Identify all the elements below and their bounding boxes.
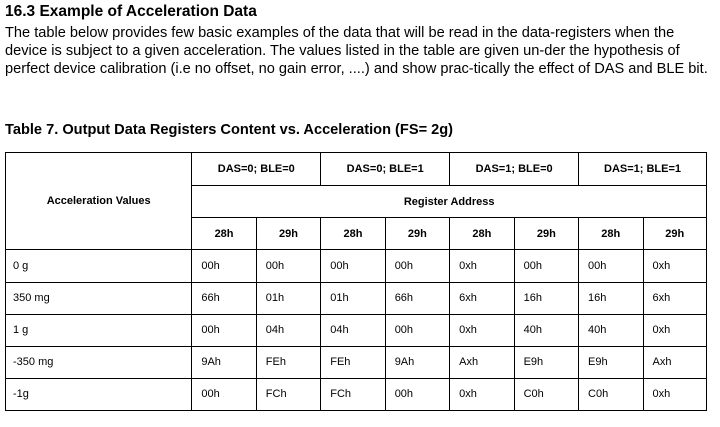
register-value-cell: 16h (579, 282, 643, 314)
register-value-cell: 00h (385, 314, 449, 346)
register-value-cell: 66h (385, 282, 449, 314)
register-value-cell: 00h (192, 314, 256, 346)
address-header: 28h (450, 218, 514, 250)
register-value-cell: 04h (321, 314, 385, 346)
register-value-cell: FCh (256, 378, 320, 410)
address-header: 28h (192, 218, 256, 250)
register-value-cell: 0xh (450, 314, 514, 346)
acceleration-value-cell: -1g (6, 378, 192, 410)
register-value-cell: 0xh (450, 378, 514, 410)
register-value-cell: FEh (321, 346, 385, 378)
register-value-cell: 00h (579, 250, 643, 282)
group-header-row (6, 153, 707, 186)
register-value-cell: 40h (514, 314, 578, 346)
register-value-cell: E9h (579, 346, 643, 378)
register-value-cell: 0xh (450, 250, 514, 282)
section-paragraph: The table below provides few basic examples of the data that will be read in the data-registers when the device is subject to a given acceleration. The values listed in the table are given un-der the hypothesis of perfect device calibration (i.e no offset, no gain error, ....) and show prac-tically the effect of DAS and BLE bit. (5, 25, 708, 78)
acceleration-value-cell: 350 mg (6, 282, 192, 314)
acceleration-value-cell: 1 g (6, 314, 192, 346)
register-value-cell: 0xh (643, 250, 707, 282)
register-address-header: Register Address (192, 186, 707, 218)
address-header: 29h (385, 218, 449, 250)
acceleration-value-cell: -350 mg (6, 346, 192, 378)
address-header: 29h (514, 218, 578, 250)
register-value-cell: 00h (385, 378, 449, 410)
register-value-cell: 40h (579, 314, 643, 346)
register-value-cell: 9Ah (385, 346, 449, 378)
register-value-cell: Axh (450, 346, 514, 378)
register-value-cell: 0xh (643, 314, 707, 346)
register-value-cell: 00h (192, 250, 256, 282)
table-caption: Table 7. Output Data Registers Content vs. Acceleration (FS= 2g) (5, 122, 454, 138)
register-value-cell: 00h (192, 378, 256, 410)
register-value-cell: 01h (256, 282, 320, 314)
group-header: DAS=1; BLE=0 (450, 153, 579, 186)
register-value-cell: 66h (192, 282, 256, 314)
acceleration-value-cell: 0 g (6, 250, 192, 282)
address-header: 29h (643, 218, 707, 250)
address-header: 28h (321, 218, 385, 250)
table-row (6, 378, 707, 410)
register-value-cell: FEh (256, 346, 320, 378)
register-value-cell: 9Ah (192, 346, 256, 378)
register-value-cell: FCh (321, 378, 385, 410)
register-value-cell: 00h (514, 250, 578, 282)
acceleration-values-header: Acceleration Values (6, 153, 192, 250)
register-value-cell: 00h (321, 250, 385, 282)
table-body (6, 250, 707, 411)
register-value-cell: 0xh (643, 378, 707, 410)
register-value-cell: 04h (256, 314, 320, 346)
group-header: DAS=0; BLE=1 (321, 153, 450, 186)
output-data-registers-table (5, 152, 707, 411)
section-heading: 16.3 Example of Acceleration Data (5, 3, 257, 20)
address-header: 29h (256, 218, 320, 250)
table-row (6, 346, 707, 378)
register-value-cell: C0h (579, 378, 643, 410)
register-value-cell: Axh (643, 346, 707, 378)
group-header: DAS=0; BLE=0 (192, 153, 321, 186)
register-value-cell: E9h (514, 346, 578, 378)
register-value-cell: 01h (321, 282, 385, 314)
table-row (6, 250, 707, 282)
register-value-cell: 00h (256, 250, 320, 282)
table-row (6, 282, 707, 314)
register-value-cell: 00h (385, 250, 449, 282)
register-value-cell: 6xh (643, 282, 707, 314)
register-value-cell: C0h (514, 378, 578, 410)
group-header: DAS=1; BLE=1 (579, 153, 707, 186)
table-row (6, 314, 707, 346)
register-value-cell: 6xh (450, 282, 514, 314)
address-header: 28h (579, 218, 643, 250)
register-value-cell: 16h (514, 282, 578, 314)
